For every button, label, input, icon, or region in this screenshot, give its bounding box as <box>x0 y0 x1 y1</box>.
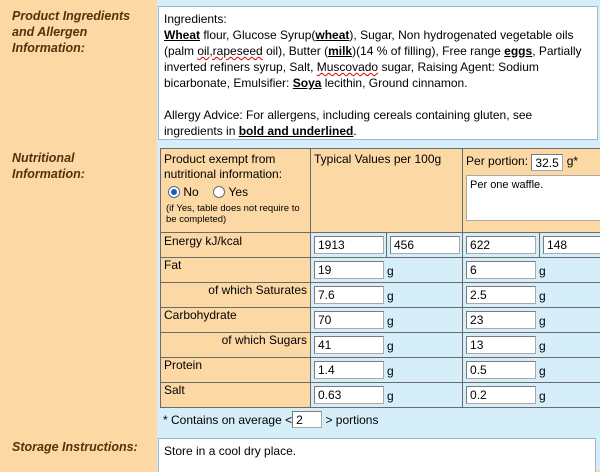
portion-unit: g* <box>567 154 578 168</box>
exempt-no-radio[interactable] <box>168 186 180 198</box>
portion-description-input[interactable]: Per one waffle. <box>466 175 600 221</box>
portions-input[interactable]: 2 <box>292 411 322 428</box>
energy-kj-100g-input[interactable]: 1913 <box>314 236 384 254</box>
exempt-cell <box>161 149 311 233</box>
unit-g: g <box>536 288 546 304</box>
unit-g: g <box>384 263 394 279</box>
nutrient-label-protein: Protein <box>161 358 311 383</box>
nutrient-label-fat: Fat <box>161 258 311 283</box>
carbohydrate-100g-input[interactable]: 70 <box>314 311 384 329</box>
protein-portion-input[interactable]: 0.5 <box>466 361 536 379</box>
typical-values-header: Typical Values per 100g <box>311 149 463 233</box>
salt-100g-input[interactable]: 0.63 <box>314 386 384 404</box>
portions-suffix: > portions <box>325 413 378 427</box>
exempt-yes-label: Yes <box>229 185 249 199</box>
portion-size-input[interactable]: 32.5 <box>531 154 563 171</box>
salt-portion-input[interactable]: 0.2 <box>466 386 536 404</box>
energy-kcal-portion-input[interactable]: 148 <box>543 236 600 254</box>
storage-textarea[interactable] <box>158 438 596 472</box>
unit-g: g <box>384 363 394 379</box>
unit-g: g <box>536 338 546 354</box>
energy-kcal-100g-input[interactable]: 456 <box>390 236 460 254</box>
ingredients-section-label: Product Ingredients and Allergen Information: <box>12 8 152 56</box>
table-row <box>161 333 600 358</box>
sugars-portion-input[interactable]: 13 <box>466 336 536 354</box>
ingredients-textarea[interactable] <box>158 6 598 140</box>
exempt-no-label: No <box>183 185 198 199</box>
nutrient-label-salt: Salt <box>161 383 311 408</box>
per-portion-label: Per portion: <box>466 154 528 168</box>
unit-g: g <box>536 263 546 279</box>
portions-note <box>163 411 378 429</box>
fat-portion-input[interactable]: 6 <box>466 261 536 279</box>
exempt-note: (if Yes, table does not require to be completed) <box>164 203 307 225</box>
unit-g: g <box>384 388 394 404</box>
nutrition-table <box>160 148 600 408</box>
nutrient-label-carbohydrate: Carbohydrate <box>161 308 311 333</box>
saturates-portion-input[interactable]: 2.5 <box>466 286 536 304</box>
unit-g: g <box>536 388 546 404</box>
unit-g: g <box>536 363 546 379</box>
exempt-yes-radio[interactable] <box>213 186 225 198</box>
ingredients-heading: Ingredients: <box>164 11 592 27</box>
energy-kj-portion-input[interactable]: 622 <box>466 236 536 254</box>
unit-g: g <box>384 338 394 354</box>
energy-label: Energy kJ/kcal <box>161 233 311 258</box>
unit-g: g <box>384 288 394 304</box>
portions-prefix: * Contains on average < <box>163 413 292 427</box>
per-portion-header <box>463 149 600 233</box>
carbohydrate-portion-input[interactable]: 23 <box>466 311 536 329</box>
table-row <box>161 358 600 383</box>
nutrient-label-saturates: of which Saturates <box>161 283 311 308</box>
table-row <box>161 258 600 283</box>
storage-section-label: Storage Instructions: <box>12 439 157 455</box>
saturates-100g-input[interactable]: 7.6 <box>314 286 384 304</box>
fat-100g-input[interactable]: 19 <box>314 261 384 279</box>
unit-g: g <box>536 313 546 329</box>
allergy-advice: Allergy Advice: For allergens, including cereals containing gluten, see ingredients in bold and underlined. <box>164 107 592 139</box>
exempt-label: Product exempt from nutritional information: <box>164 152 307 182</box>
nutrient-label-sugars: of which Sugars <box>161 333 311 358</box>
table-row <box>161 308 600 333</box>
storage-text: Store in a cool dry place. <box>164 444 296 458</box>
unit-g: g <box>384 313 394 329</box>
nutrition-section-label: Nutritional Information: <box>12 150 112 182</box>
sugars-100g-input[interactable]: 41 <box>314 336 384 354</box>
table-row <box>161 283 600 308</box>
protein-100g-input[interactable]: 1.4 <box>314 361 384 379</box>
table-row <box>161 383 600 408</box>
ingredients-text: Wheat flour, Glucose Syrup(wheat), Sugar, Non hydrogenated vegetable oils (palm oil,rapeseed oil), Butter (milk)(14 % of filling), Free range eggs, Partially inverted refiners syrup, Salt, Muscovado sugar, Raising Agent: Sodium bicarbonate, Emulsifier: Soya lecithin, Ground cinnamon. <box>164 27 592 91</box>
